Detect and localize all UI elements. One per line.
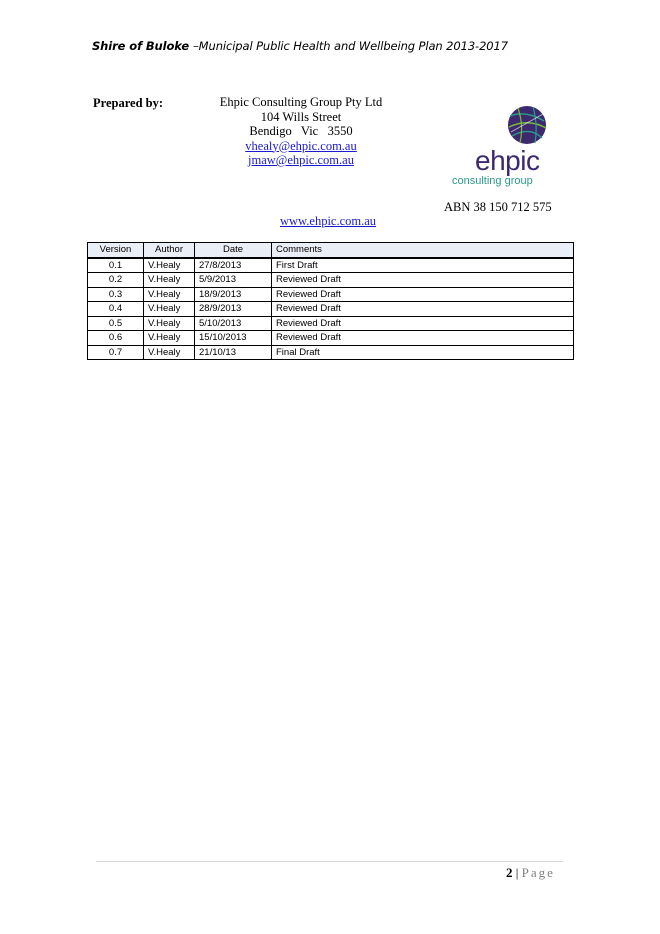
table-row [88,273,574,288]
page-label: Page [521,865,555,880]
table-row [88,345,574,360]
column-header-author: Author [144,243,195,258]
cell-author: V.Healy [144,287,195,302]
cell-version: 0.1 [88,258,144,273]
cell-date: 28/9/2013 [195,302,272,317]
header-title-rest: –Municipal Public Health and Wellbeing Plan 2013-2017 [193,39,508,53]
prepared-by-label: Prepared by: [93,96,164,110]
cell-comments: First Draft [272,258,574,273]
cell-author: V.Healy [144,316,195,331]
table-header-row [88,243,574,258]
cell-author: V.Healy [144,345,195,360]
cell-version: 0.3 [88,287,144,302]
footer-divider [96,861,563,862]
cell-comments: Reviewed Draft [272,287,574,302]
cell-comments: Reviewed Draft [272,273,574,288]
table-row [88,258,574,273]
cell-date: 5/9/2013 [195,273,272,288]
cell-date: 5/10/2013 [195,316,272,331]
cell-author: V.Healy [144,258,195,273]
cell-author: V.Healy [144,273,195,288]
page-number: 2 [506,865,513,880]
table-row [88,287,574,302]
cell-date: 18/9/2013 [195,287,272,302]
cell-comments: Reviewed Draft [272,302,574,317]
logo-wordmark: ehpic [475,145,540,176]
cell-comments: Reviewed Draft [272,316,574,331]
cell-date: 27/8/2013 [195,258,272,273]
company-name: Ehpic Consulting Group Pty Ltd [219,95,383,109]
table-row [88,316,574,331]
cell-version: 0.2 [88,273,144,288]
column-header-date: Date [195,243,272,258]
email-link-jmaw[interactable]: jmaw@ehpic.com.au [248,153,354,167]
column-header-version: Version [88,243,144,258]
cell-date: 15/10/2013 [195,331,272,346]
page-separator: | [512,865,522,880]
cell-version: 0.5 [88,316,144,331]
address-block [190,95,412,168]
logo-tagline: consulting group [452,175,533,187]
cell-author: V.Healy [144,302,195,317]
cell-version: 0.4 [88,302,144,317]
cell-version: 0.7 [88,345,144,360]
column-header-comments: Comments [272,243,574,258]
street-address: 104 Wills Street [260,109,342,124]
cell-comments: Final Draft [272,345,574,360]
city-address: Bendigo Vic 3550 [249,124,353,138]
table-row [88,331,574,346]
version-history-table [87,242,574,360]
cell-author: V.Healy [144,331,195,346]
header-title-bold: Shire of Buloke [92,39,194,53]
cell-comments: Reviewed Draft [272,331,574,346]
ehpic-logo [440,104,558,188]
website-link[interactable]: www.ehpic.com.au [280,214,377,228]
cell-date: 21/10/13 [195,345,272,360]
table-row [88,302,574,317]
ehpic-globe-icon [440,104,558,188]
page-header-title [92,39,508,53]
page-number-footer [506,865,555,881]
abn-number: ABN 38 150 712 575 [444,200,552,214]
cell-version: 0.6 [88,331,144,346]
email-link-vhealy[interactable]: vhealy@ehpic.com.au [245,138,357,153]
